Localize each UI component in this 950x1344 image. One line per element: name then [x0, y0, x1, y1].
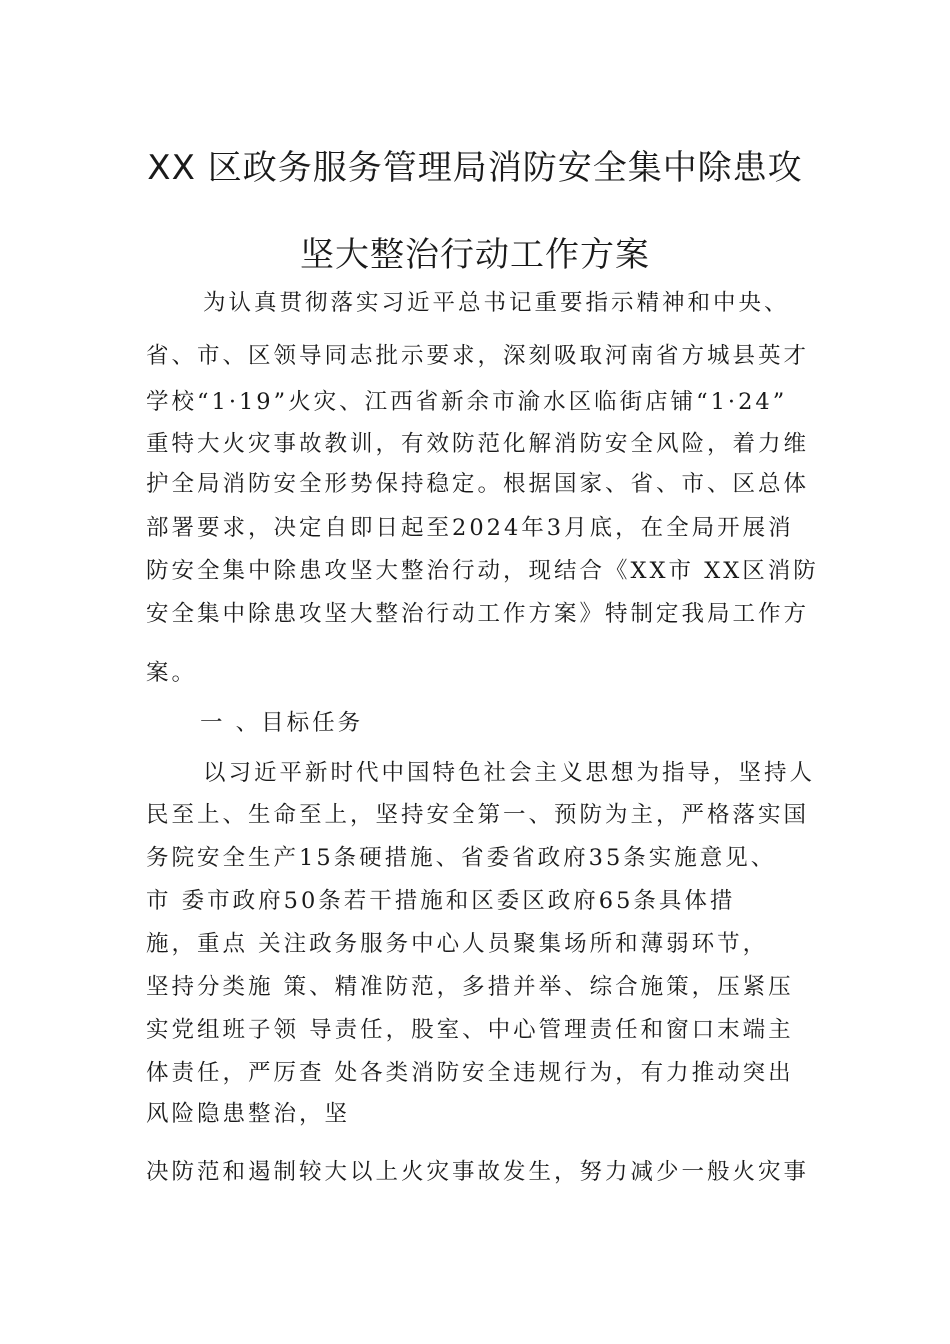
text-line: 防安全集中除患攻坚大整治行动，现结合《XX市 XX区消防	[146, 558, 819, 584]
text-line: 体责任，严厉查 处各类消防安全违规行为，有力推动突出	[146, 1060, 794, 1086]
text-line: 市 委市政府50条若干措施和区委区政府65条具体措	[146, 888, 736, 914]
text-line: 民至上、生命至上，坚持安全第一、预防为主，严格落实国	[146, 802, 810, 828]
document-title-line-1: XX 区政务服务管理局消防安全集中除患攻	[147, 148, 803, 188]
text-line: 以习近平新时代中国特色社会主义思想为指导，坚持人	[203, 760, 816, 786]
text-line: 安全集中除患攻坚大整治行动工作方案》特制定我局工作方	[146, 601, 810, 627]
document-title-line-2: 坚大整治行动工作方案	[300, 235, 650, 275]
text-line: 重特大火灾事故教训，有效防范化解消防安全风险，着力维	[146, 431, 810, 457]
text-line: 省、市、区领导同志批示要求，深刻吸取河南省方城县英才	[146, 343, 810, 369]
text-line: 学校“1·19”火灾、江西省新余市渝水区临街店铺“1·24”	[146, 389, 788, 415]
text-line: 决防范和遏制较大以上火灾事故发生，努力减少一般火灾事	[146, 1159, 810, 1185]
text-line: 施，重点 关注政务服务中心人员聚集场所和薄弱环节，	[146, 931, 769, 957]
text-line: 坚持分类施 策、精准防范，多措并举、综合施策，压紧压	[146, 974, 794, 1000]
section-heading: 一 、目标任务	[200, 710, 364, 736]
text-line: 务院安全生产15条硬措施、省委省政府35条实施意见、	[146, 845, 777, 871]
text-line: 案。	[146, 660, 198, 686]
text-line: 风险隐患整治，坚	[146, 1101, 351, 1127]
text-line: 护全局消防安全形势保持稳定。根据国家、省、市、区总体	[146, 471, 810, 497]
text-line: 实党组班子领 导责任，股室、中心管理责任和窗口末端主	[146, 1017, 794, 1043]
text-line: 为认真贯彻落实习近平总书记重要指示精神和中央、	[203, 290, 790, 316]
text-line: 部署要求，决定自即日起至2024年3月底，在全局开展消	[146, 515, 794, 541]
